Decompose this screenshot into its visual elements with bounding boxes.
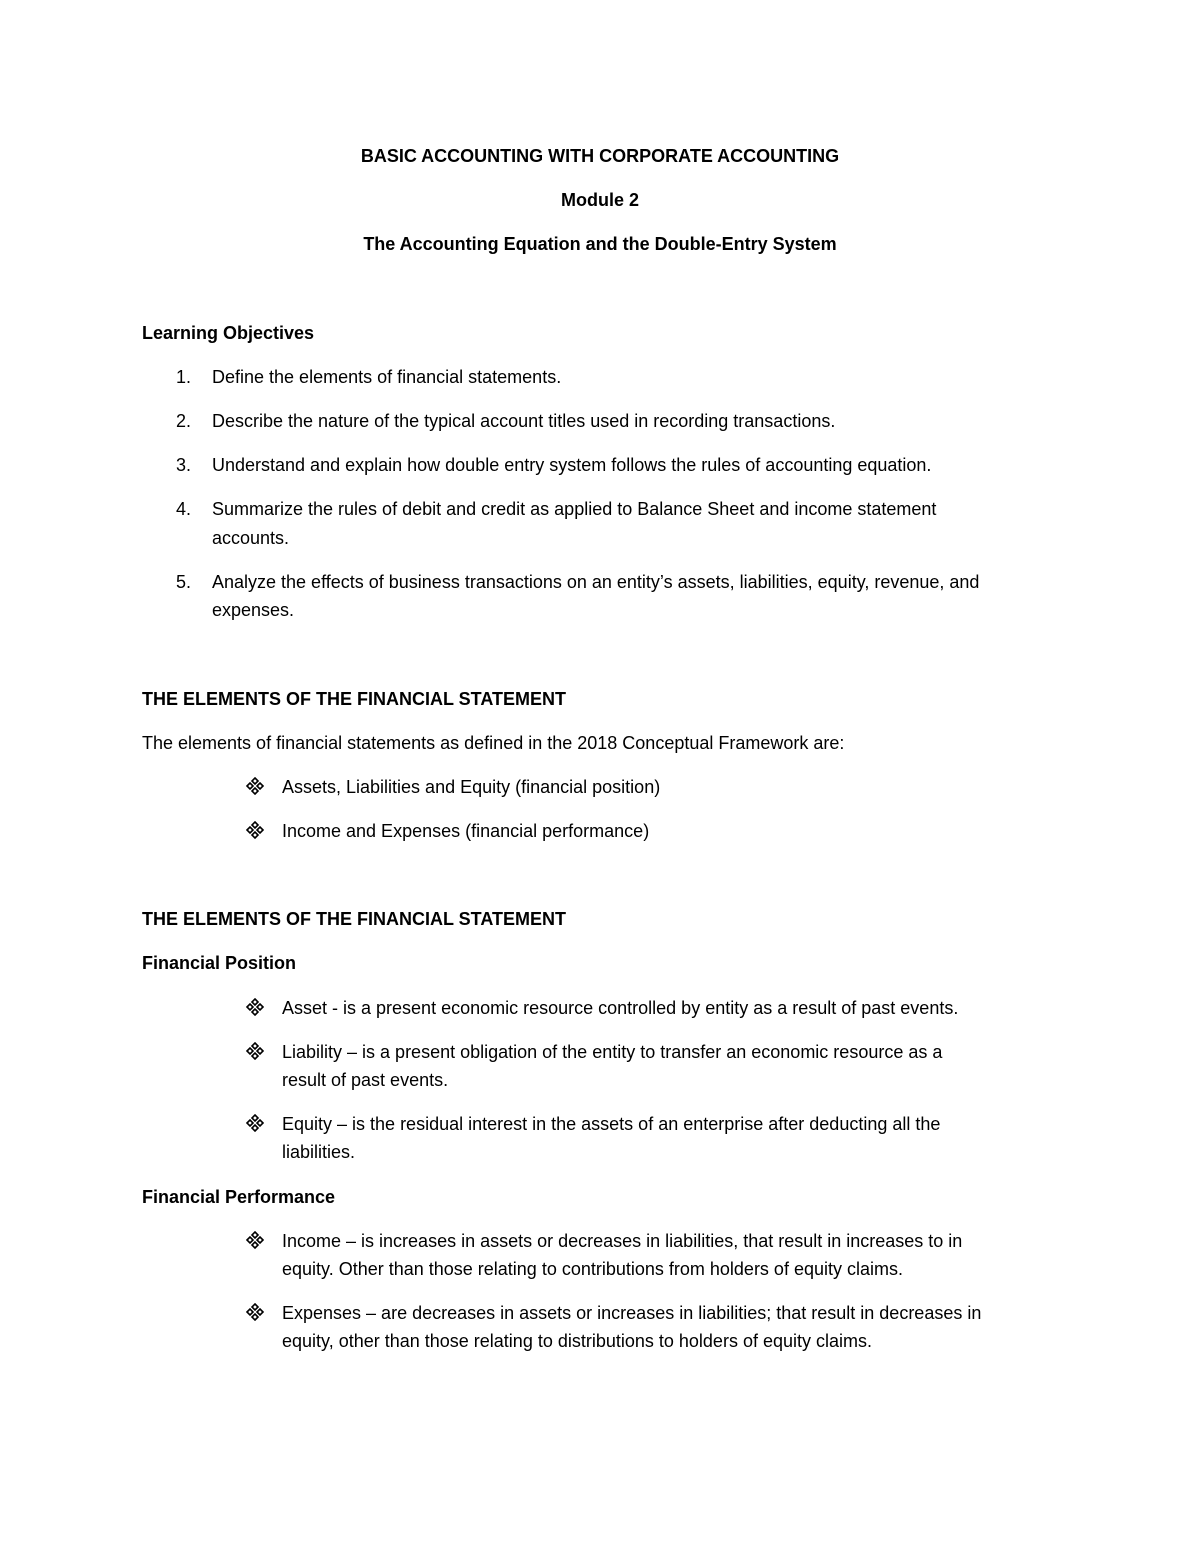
bullet-text-continued: liabilities. (282, 1142, 356, 1162)
bullet-text: Expenses – are decreases in assets or increases in liabilities; that result in decreases in (282, 1303, 982, 1323)
bullet-text-continued: equity. Other than those relating to contributions from holders of equity claims. (282, 1259, 903, 1279)
elements-intro-text: The elements of financial statements as defined in the 2018 Conceptual Framework are: (142, 733, 845, 753)
bullet-text: Income and Expenses (financial performance) (282, 821, 650, 841)
objective-number: 2. (175, 411, 191, 431)
financial-position-subheading: Financial Position (142, 953, 297, 973)
objective-text: Define the elements of financial statements. (212, 367, 562, 387)
four-diamond-bullet-icon (246, 1303, 264, 1321)
elements-detail-heading: THE ELEMENTS OF THE FINANCIAL STATEMENT (142, 909, 566, 929)
four-diamond-bullet-icon (246, 777, 264, 795)
objective-number: 1. (175, 367, 191, 387)
bullet-text: Assets, Liabilities and Equity (financial position) (282, 777, 661, 797)
four-diamond-bullet-icon (246, 1042, 264, 1060)
learning-objectives-heading: Learning Objectives (142, 323, 315, 343)
objective-text-continued: expenses. (212, 600, 295, 620)
objective-number: 4. (175, 499, 191, 519)
bullet-text: Income – is increases in assets or decreases in liabilities, that result in increases to in (282, 1231, 963, 1251)
bullet-text-continued: equity, other than those relating to distributions to holders of equity claims. (282, 1331, 872, 1351)
four-diamond-bullet-icon (246, 821, 264, 839)
objective-number: 3. (175, 455, 191, 475)
four-diamond-bullet-icon (246, 1114, 264, 1132)
bullet-text: Asset - is a present economic resource controlled by entity as a result of past events. (282, 998, 959, 1018)
bullet-text: Liability – is a present obligation of the entity to transfer an economic resource as a (282, 1042, 943, 1062)
financial-performance-subheading: Financial Performance (142, 1187, 336, 1207)
objective-text: Describe the nature of the typical account titles used in recording transactions. (212, 411, 836, 431)
objective-text: Analyze the effects of business transactions on an entity’s assets, liabilities, equity, revenue, and (212, 572, 980, 592)
bullet-text-continued: result of past events. (282, 1070, 449, 1090)
objective-text: Summarize the rules of debit and credit as applied to Balance Sheet and income statement (212, 499, 937, 519)
course-title: BASIC ACCOUNTING WITH CORPORATE ACCOUNTING (360, 146, 840, 166)
elements-heading: THE ELEMENTS OF THE FINANCIAL STATEMENT (142, 689, 566, 709)
four-diamond-bullet-icon (246, 1231, 264, 1249)
bullet-text: Equity – is the residual interest in the assets of an enterprise after deducting all the (282, 1114, 941, 1134)
objective-text: Understand and explain how double entry system follows the rules of accounting equation. (212, 455, 932, 475)
four-diamond-bullet-icon (246, 998, 264, 1016)
module-title: The Accounting Equation and the Double-Entry System (363, 234, 837, 254)
module-number: Module 2 (560, 190, 639, 210)
objective-number: 5. (175, 572, 191, 592)
objective-text-continued: accounts. (212, 528, 290, 548)
